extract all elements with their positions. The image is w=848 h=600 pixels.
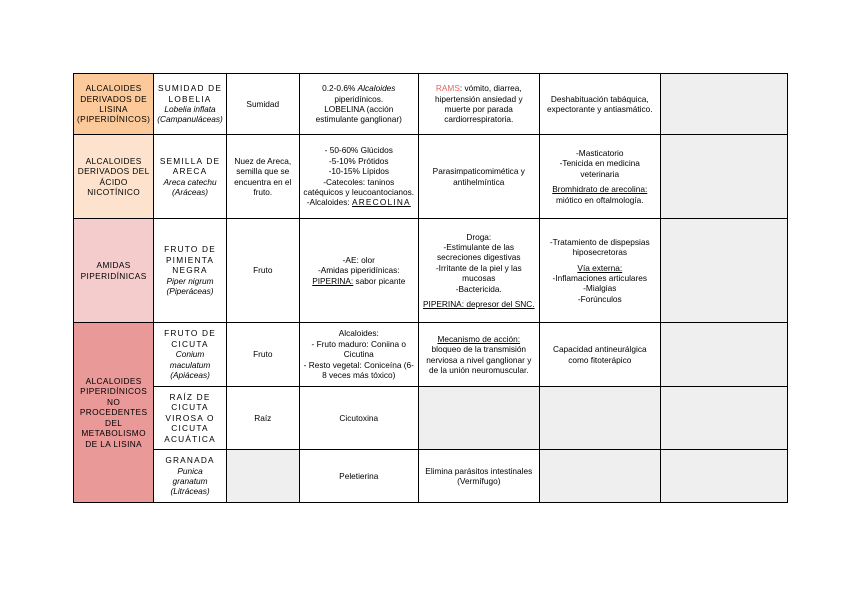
composition-cell: Peletierina [299, 450, 418, 503]
composition-cell: 0.2-0.6% Alcaloides piperidínicos. LOBELINA (acción estimulante ganglionar) [299, 74, 418, 135]
source-cell: SUMIDAD DE LOBELIA Lobelia inflata (Campanuláceas) [154, 74, 226, 135]
category-cell: ALCALOIDES DERIVADOS DE LISINA (PIPERIDÍNICOS) [74, 74, 154, 135]
empty-cell [660, 135, 787, 219]
empty-cell [539, 387, 660, 450]
table-row-lobelia [74, 74, 788, 135]
part-cell: Sumidad [226, 74, 299, 135]
category-cell: AMIDAS PIPERIDÍNICAS [74, 219, 154, 323]
table-row-cicuta-fruto [74, 323, 788, 387]
source-cell: RAÍZ DE CICUTA VIROSA O CICUTA ACUÁTICA [154, 387, 226, 450]
composition-cell: -AE: olor -Amidas piperidínicas: PIPERINA: sabor picante [299, 219, 418, 323]
effects-cell: Droga: -Estimulante de las secreciones digestivas -Irritante de la piel y las mucosas -Bactericida. PIPERINA: depresor del SNC. [418, 219, 539, 323]
part-cell: Fruto [226, 323, 299, 387]
part-cell: Raíz [226, 387, 299, 450]
composition-cell: Alcaloides: - Fruto maduro: Coniina o Cicutina - Resto vegetal: Coniceína (6-8 veces más tóxico) [299, 323, 418, 387]
effects-cell: Parasimpaticomimética y antihelmíntica [418, 135, 539, 219]
empty-cell [660, 323, 787, 387]
empty-cell [660, 450, 787, 503]
composition-cell: - 50-60% Glúcidos -5-10% Prótidos -10-15% Lípidos -Catecoles: taninos catéquicos y leucoantocianos. -Alcaloides: ARECOLINA [299, 135, 418, 219]
table-row-areca [74, 135, 788, 219]
uses-cell: Capacidad antineurálgica como fitoterápico [539, 323, 660, 387]
part-cell: Nuez de Areca, semilla que se encuentra en el fruto. [226, 135, 299, 219]
effects-cell: Elimina parásitos intestinales (Vermífugo) [418, 450, 539, 503]
empty-cell [660, 219, 787, 323]
alkaloid-table [73, 73, 788, 503]
category-cell: ALCALOIDES DERIVADOS DEL ÁCIDO NICOTÍNICO [74, 135, 154, 219]
effects-cell: RAMS: vómito, diarrea, hipertensión ansiedad y muerte por parada cardiorrespiratoria. [418, 74, 539, 135]
empty-cell [539, 450, 660, 503]
composition-cell: Cicutoxina [299, 387, 418, 450]
table-row-cicuta-raiz [74, 387, 788, 450]
empty-cell [660, 387, 787, 450]
rams-label: RAMS [435, 83, 460, 94]
category-cell: ALCALOIDES PIPERIDÍNICOS NO PROCEDENTES DEL METABOLISMO DE LA LISINA [74, 323, 154, 503]
part-cell: Fruto [226, 219, 299, 323]
empty-cell [660, 74, 787, 135]
uses-cell: Deshabituación tabáquica, expectorante y antiasmático. [539, 74, 660, 135]
source-cell: SEMILLA DE ARECA Areca catechu (Aráceas) [154, 135, 226, 219]
source-cell: FRUTO DE CICUTA Conium maculatum (Apiáceas) [154, 323, 226, 387]
uses-cell: -Masticatorio -Tenicida en medicina veterinaria Bromhidrato de arecolina: miótico en oftalmología. [539, 135, 660, 219]
table-row-granada [74, 450, 788, 503]
source-cell: GRANADA Punica granatum (Litráceas) [154, 450, 226, 503]
empty-cell [418, 387, 539, 450]
effects-cell: Mecanismo de acción: bloqueo de la transmisión nerviosa a nivel ganglionar y de la unión neuromuscular. [418, 323, 539, 387]
empty-cell [226, 450, 299, 503]
table-row-pimienta [74, 219, 788, 323]
uses-cell: -Tratamiento de dispepsias hiposecretoras Vía externa: -Inflamaciones articulares -Mialgias -Forúnculos [539, 219, 660, 323]
source-cell: FRUTO DE PIMIENTA NEGRA Piper nigrum (Piperáceas) [154, 219, 226, 323]
